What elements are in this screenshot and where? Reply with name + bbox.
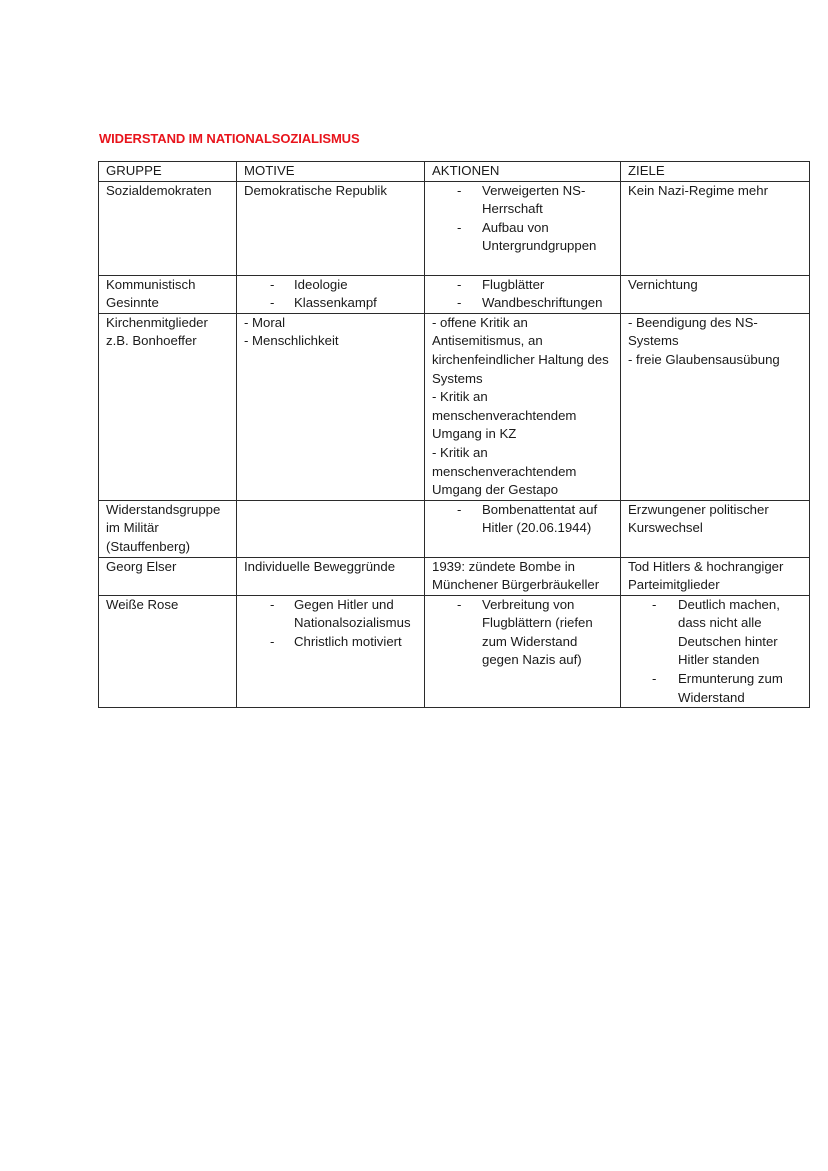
cell-motive — [237, 313, 425, 500]
table-row — [99, 313, 810, 500]
list-item: - Wandbeschriftungen — [457, 295, 603, 311]
resistance-table — [98, 161, 810, 708]
table-row — [99, 557, 810, 595]
table-row — [99, 181, 810, 275]
cell-gruppe: Weiße Rose — [99, 595, 237, 708]
cell-motive: Individuelle Beweggründe — [237, 557, 425, 595]
cell-gruppe: Kommunistisch Gesinnte — [99, 275, 237, 313]
list-item: - Verbreitung von Flugblättern (riefen zum Widerstand gegen Nazis auf) — [457, 596, 593, 668]
header-ziele: ZIELE — [621, 162, 810, 182]
cell-aktionen — [425, 595, 621, 708]
list-item: - Kritik an menschenverachtendem Umgang in KZ — [432, 389, 577, 442]
cell-motive — [237, 595, 425, 708]
table-row — [99, 500, 810, 557]
cell-motive — [237, 275, 425, 313]
table-header-row — [99, 162, 810, 182]
list-item: - Beendigung des NS-Systems — [628, 314, 758, 349]
list-item: - offene Kritik an Antisemitismus, an kirchenfeindlicher Haltung des Systems — [432, 314, 609, 386]
list-item: - Gegen Hitler und Nationalsozialismus — [270, 596, 411, 631]
cell-ziele: Erzwungener politischer Kurswechsel — [621, 500, 810, 557]
table-row — [99, 275, 810, 313]
list-item: - Aufbau von Untergrundgruppen — [457, 219, 597, 254]
table-row — [99, 595, 810, 708]
cell-motive: Demokratische Republik — [237, 181, 425, 275]
list-item: - freie Glaubensausübung — [628, 351, 780, 367]
list-item: - Klassenkampf — [270, 295, 377, 311]
cell-aktionen — [425, 181, 621, 275]
list-item: - Bombenattentat auf Hitler (20.06.1944) — [457, 501, 598, 536]
cell-aktionen — [425, 275, 621, 313]
cell-ziele — [621, 313, 810, 500]
list-item: - Verweigerten NS-Herrschaft — [457, 182, 586, 217]
cell-aktionen — [425, 500, 621, 557]
header-aktionen: AKTIONEN — [425, 162, 621, 182]
cell-gruppe: Widerstandsgruppe im Militär (Stauffenberg) — [99, 500, 237, 557]
list-item: - Deutlich machen, dass nicht alle Deutschen hinter Hitler standen — [652, 596, 780, 668]
cell-aktionen: 1939: zündete Bombe in Münchener Bürgerbräukeller — [425, 557, 621, 595]
cell-ziele: Vernichtung — [621, 275, 810, 313]
list-item: - Ideologie — [270, 276, 348, 292]
list-item: - Kritik an menschenverachtendem Umgang der Gestapo — [432, 444, 577, 498]
list-item: - Menschlichkeit — [244, 333, 339, 349]
cell-ziele: Kein Nazi-Regime mehr — [621, 181, 810, 275]
cell-aktionen — [425, 313, 621, 500]
cell-gruppe: Sozialdemokraten — [99, 181, 237, 275]
page-title: WIDERSTAND IM NATIONALSOZIALISMUS — [99, 131, 360, 146]
header-gruppe: GRUPPE — [99, 162, 237, 182]
list-item: - Christlich motiviert — [270, 633, 402, 649]
cell-gruppe: Kirchenmitglieder z.B. Bonhoeffer — [99, 313, 237, 500]
header-motive: MOTIVE — [237, 162, 425, 182]
cell-gruppe: Georg Elser — [99, 557, 237, 595]
cell-motive — [237, 500, 425, 557]
cell-ziele: Tod Hitlers & hochrangiger Parteimitglieder — [621, 557, 810, 595]
list-item: - Ermunterung zum Widerstand — [652, 671, 783, 705]
list-item: - Moral — [244, 314, 286, 330]
list-item: - Flugblätter — [457, 276, 545, 292]
cell-ziele — [621, 595, 810, 708]
